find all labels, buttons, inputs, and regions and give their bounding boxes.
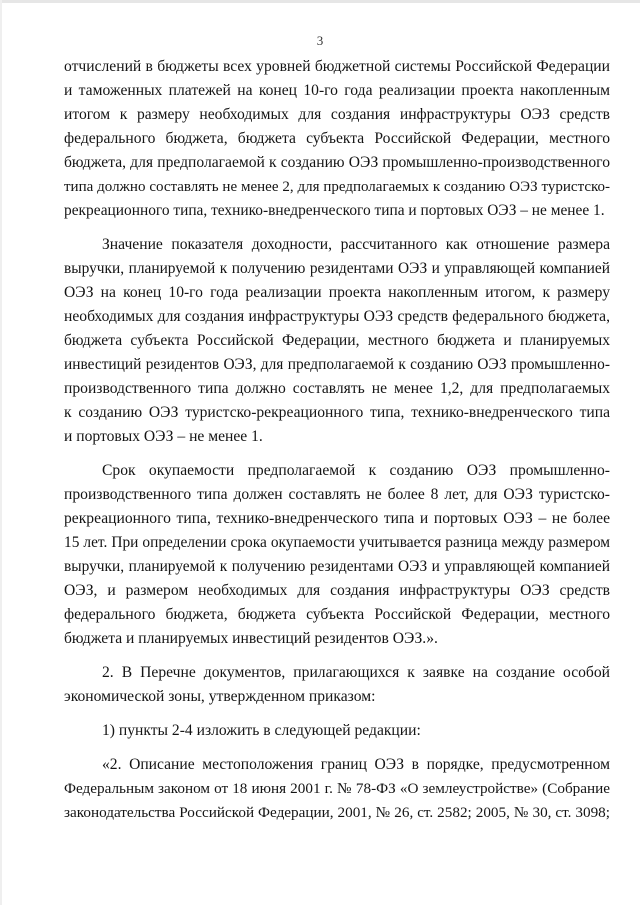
text-line: итогом к размеру необходимых для создания инфраструктуры ОЭЗ средств — [64, 106, 610, 123]
text-line: Федеральным законом от 18 июня 2001 г. № 78-ФЗ «О землеустройстве» (Собрание — [64, 780, 610, 797]
text-line: типа должно составлять не менее 2, для предполагаемых к созданию ОЭЗ туристско- — [64, 179, 610, 195]
text-line: законодательства Российской Федерации, 2001, № 26, ст. 2582; 2005, № 30, ст. 3098; — [64, 804, 610, 821]
document-body — [64, 55, 610, 825]
text-line: необходимых для создания инфраструктуры ОЭЗ средств федерального бюджета, — [64, 308, 610, 325]
text-line: экономической зоны, утвержденном приказом: — [64, 688, 376, 705]
paragraph-payback-period — [64, 459, 610, 651]
text-line: федерального бюджета, бюджета субъекта Российской Федерации, местного — [64, 130, 610, 147]
text-line: рекреационного типа, технико-внедренческого типа и портовых ОЭЗ – не менее 1. — [64, 202, 605, 219]
text-line: и таможенных платежей на конец 10-го года реализации проекта накопленным — [64, 82, 610, 99]
text-line: «2. Описание местоположения границ ОЭЗ в порядке, предусмотренном — [102, 756, 610, 773]
paragraph-continuation — [64, 55, 610, 223]
text-line: и портовых ОЭЗ – не менее 1. — [64, 428, 263, 445]
text-line: ОЭЗ, и размером необходимых для создания инфраструктуры ОЭЗ средств — [64, 582, 610, 599]
paragraph-clause-2 — [64, 753, 610, 825]
text-line: к созданию ОЭЗ туристско-рекреационного типа, технико-внедренческого типа — [64, 404, 610, 421]
text-line: производственного типа должен составлять не более 8 лет, для ОЭЗ туристско- — [64, 486, 610, 503]
text-line: Значение показателя доходности, рассчитанного как отношение размера — [102, 236, 610, 253]
page-number: 3 — [316, 33, 324, 48]
text-line: выручки, планируемой к получению резидентами ОЭЗ и управляющей компанией — [64, 558, 610, 575]
text-line: производственного типа должно составлять не менее 1,2, для предполагаемых — [64, 380, 610, 397]
text-line: бюджета, для предполагаемой к созданию ОЭЗ промышленно-производственного — [64, 154, 610, 171]
text-line: бюджета субъекта Российской Федерации, местного бюджета и планируемых — [64, 332, 610, 349]
text-line: выручки, планируемой к получению резидентами ОЭЗ и управляющей компанией — [64, 260, 610, 277]
scan-edge-top — [0, 0, 640, 3]
paragraph-profitability — [64, 233, 610, 449]
text-line: бюджета и планируемых инвестиций резидентов ОЭЗ.». — [64, 630, 438, 647]
paragraph-item-1 — [64, 719, 610, 743]
text-line: инвестиций резидентов ОЭЗ, для предполагаемой к созданию ОЭЗ промышленно- — [64, 356, 610, 373]
scan-edge-left — [0, 0, 2, 905]
text-line: ОЭЗ на конец 10-го года реализации проекта накопленным итогом, к размеру — [64, 284, 610, 301]
text-line: федерального бюджета, бюджета субъекта Российской Федерации, местного — [64, 606, 610, 623]
paragraph-document-list — [64, 661, 610, 709]
text-line: рекреационного типа, технико-внедренческого типа и портовых ОЭЗ – не более — [64, 510, 610, 527]
text-line: 1) пункты 2-4 изложить в следующей редакции: — [102, 722, 421, 739]
text-line: отчислений в бюджеты всех уровней бюджетной системы Российской Федерации — [64, 58, 610, 75]
text-line: 15 лет. При определении срока окупаемости учитывается разница между размером — [64, 534, 610, 551]
text-line: Срок окупаемости предполагаемой к созданию ОЭЗ промышленно- — [102, 462, 610, 479]
text-line: 2. В Перечне документов, прилагающихся к заявке на создание особой — [102, 664, 610, 681]
